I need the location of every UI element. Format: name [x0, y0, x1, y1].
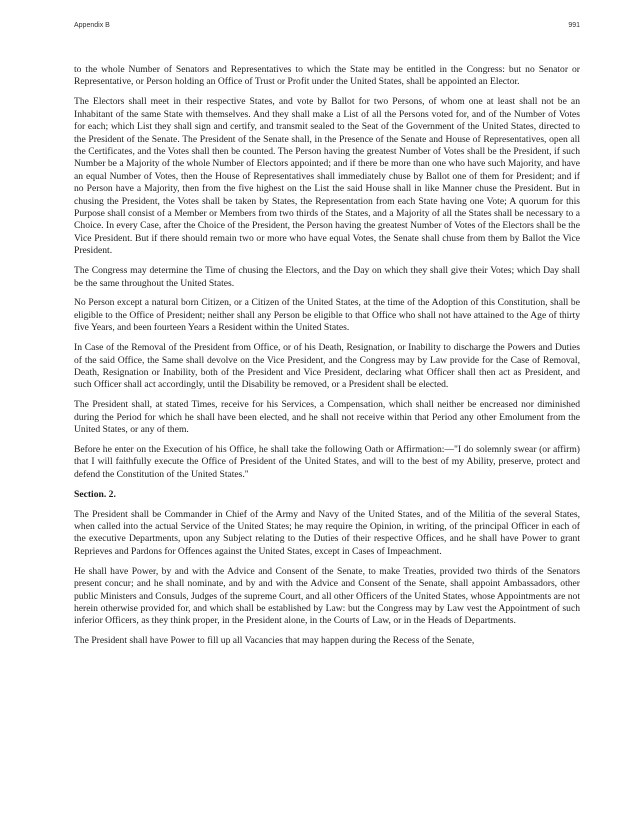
paragraph: No Person except a natural born Citizen, or a Citizen of the United States, at the time of the Adoption of this Constitution, shall be eligible to the Office of President; neither shall any Person be eligible to that Office who shall not have attained to the Age of thirty five Years, and been fourteen Years a Resident within the United States. [74, 297, 580, 334]
page-header [74, 22, 580, 36]
paragraph: The Congress may determine the Time of chusing the Electors, and the Day on which they shall give their Votes; which Day shall be the same throughout the United States. [74, 265, 580, 289]
paragraph: The President shall have Power to fill up all Vacancies that may happen during the Recess of the Senate, [74, 635, 475, 647]
running-head: Appendix B [74, 22, 110, 29]
paragraph: The President shall be Commander in Chief of the Army and Navy of the United States, and of the Militia of the several States, when called into the actual Service of the United States; he may require the Opinion, in writing, of the principal Officer in each of the executive Departments, upon any Subject relating to the Duties of their respective Offices, and he shall have Power to grant Reprieves and Pardons for Offences against the United States, except in Cases of Impeachment. [74, 508, 580, 557]
section-heading: Section. 2. [74, 488, 116, 500]
paragraph: to the whole Number of Senators and Representatives to which the State may be entitled in the Congress: but no Senator or Representative, or Person holding an Office of Trust or Profit under the United States, shall be appointed an Elector. [74, 64, 580, 88]
page-number: 991 [568, 22, 580, 29]
paragraph: Before he enter on the Execution of his Office, he shall take the following Oath or Affirmation:—"I do solemnly swear (or affirm) that I will faithfully execute the Office of President of the United States, and will to the best of my Ability, preserve, protect and defend the Constitution of the United States." [74, 443, 580, 480]
paragraph: He shall have Power, by and with the Advice and Consent of the Senate, to make Treaties, provided two thirds of the Senators present concur; and he shall nominate, and by and with the Advice and Consent of the Senate, shall appoint Ambassadors, other public Ministers and Consuls, Judges of the supreme Court, and all other Officers of the United States, whose Appointments are not herein otherwise provided for, and which shall be established by Law: but the Congress may by Law vest the Appointment of such inferior Officers, as they think proper, in the President alone, in the Courts of Law, or in the Heads of Departments. [74, 565, 580, 627]
paragraph: The Electors shall meet in their respective States, and vote by Ballot for two Persons, of whom one at least shall not be an Inhabitant of the same State with themselves. And they shall make a List of all the Persons voted for, and of the Number of Votes for each; which List they shall sign and certify, and transmit sealed to the Seat of the Government of the United States, directed to the President of the Senate. The President of the Senate shall, in the Presence of the Senate and House of Representatives, open all the Certificates, and the Votes shall then be counted. The Person having the greatest Number of Votes shall be the President, if such Number be a Majority of the whole Number of Electors appointed; and if there be more than one who have such Majority, and have an equal Number of Votes, then the House of Representatives shall immediately chuse by Ballot one of them for President; and if no Person have a Majority, then from the five highest on the List the said House shall in like Manner chuse the President. But in chusing the President, the Votes shall be taken by States, the Representation from each State having one Vote; A quorum for this Purpose shall consist of a Member or Members from two thirds of the States, and a Majority of all the States shall be necessary to a Choice. In every Case, after the Choice of the President, the Person having the greatest Number of Votes of the Electors shall be the Vice President. But if there should remain two or more who have equal Votes, the Senate shall chuse from them by Ballot the Vice President. [74, 96, 580, 257]
paragraph: The President shall, at stated Times, receive for his Services, a Compensation, which shall neither be encreased nor diminished during the Period for which he shall have been elected, and he shall not receive within that Period any other Emolument from the United States, or any of them. [74, 399, 580, 436]
page-body [74, 64, 580, 648]
paragraph: In Case of the Removal of the President from Office, or of his Death, Resignation, or Inability to discharge the Powers and Duties of the said Office, the Same shall devolve on the Vice President, and the Congress may by Law provide for the Case of Removal, Death, Resignation or Inability, both of the President and Vice President, declaring what Officer shall then act as President, and such Officer shall act accordingly, until the Disability be removed, or a President shall be elected. [74, 342, 580, 391]
